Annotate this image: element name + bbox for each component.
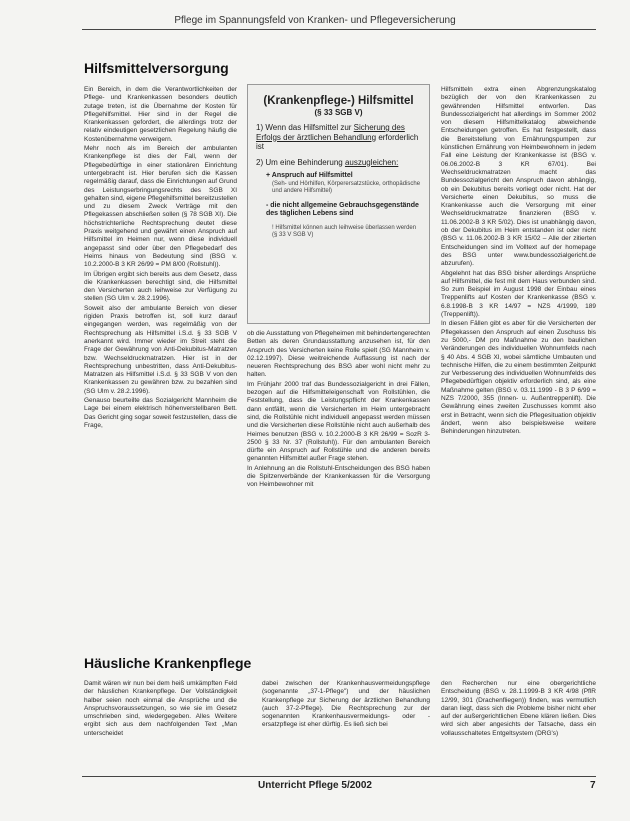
box-item-1	[256, 123, 421, 152]
paragraph: ob die Ausstattung von Pflegeheimen mit behindertengerechten Betten als deren Grundausstattung anzusehen ist, für den Anspruch des Versicherten keine Rolle spielt (SG Mannheim v. 02.12.1997). Diese weitreichende Auffassung ist nach der neueren Rechtsprechung des BSG aber wohl nicht mehr zu halten.	[247, 330, 430, 379]
text-column-1-bottom: Damit wären wir nun bei dem heiß umkämpften Feld der häuslichen Krankenpflege. Der Vollständigkeit halber seien noch einmal die Ansprüche und die Anspruchsvoraussetzungen, so wie sie im Gesetz umschrieben sind, wiedergegeben. Alles Weitere ergibt sich aus dem nachfolgenden Text „Man unterscheidet	[84, 680, 237, 737]
box-item-1-suffix: erforderlich ist	[256, 132, 419, 151]
running-header: Pflege im Spannungsfeld von Kranken- und Pflegeversicherung	[174, 15, 456, 26]
paragraph: Abgelehnt hat das BSG bisher allerdings Ansprüche auf Hilfsmittel, die fest mit dem Haus verbunden sind. So zum Beispiel im August 1998 der Einbau eines Treppenlifts auf Kosten der Krankenkasse (BSG v. 6.8.1998-B 3 KR 14/97 = NZS 4/1999, 189 (Treppenlift)).	[441, 269, 596, 319]
paragraph: Mehr noch als im Bereich der ambulanten Krankenpflege ist dies der Fall, wenn der Pflegebedürftige in einer stationären Einrichtung untergebracht ist. Hier berufen sich die Kassen regelmäßig darauf, dass die Einrichtungen auf Grund des Leistungserbringungsrechts des SGB XI gehalten sind, eigene Pflegehilfsmittel bereitzustellen und zu diesem Zweck Verträge mit den Pflegekassen abschließen sollen (§ 78 SGB XI). Die höchstrichterliche Rechtsprechung deutet diese Praxis weitgehend und gewährt einen Anspruch auf Hilfsmittel im Heimen nur, wenn diese individuell angepasst sind oder über den Pflegebedarf des Heims hinaus von Bedeutung sind (BSG v. 10.2.2000-B 3 KR 26/99 = PM 8/00 (Rollstuhl)).	[84, 145, 237, 269]
box-item-1-prefix: 1) Wenn das Hilfsmittel zur	[256, 123, 352, 132]
box-plus-heading: + Anspruch auf Hilfsmittel	[266, 172, 353, 179]
paragraph: Im Übrigen ergibt sich bereits aus dem Gesetz, dass die Krankenkassen berechtigt sind, die Hilfsmittel den Versicherten auch leihweise zur Verfügung zu stellen (SG Ulm v. 28.2.1996).	[84, 270, 237, 303]
section-title-hilfsmittel: Hilfsmittelversorgung	[84, 60, 229, 76]
text-column-1	[84, 86, 237, 641]
box-note: ! Hilfsmittel können auch leihweise überlassen werden (§ 33 V SGB V)	[272, 224, 417, 238]
box-title: (Krankenpflege-) Hilfsmittel	[263, 95, 414, 107]
box-item-2-underlined: auszugleichen:	[344, 157, 399, 167]
paragraph: Im Frühjahr 2000 traf das Bundessozialgericht in drei Fällen, bezogen auf die Hilfsmitteleigenschaft von Rollstühlen, die Feststellung, dass die Leistungspflicht der Krankenkassen dann entfällt, wenn die Versicherten im Heim untergebracht sind, die Rollstühle nicht individuell angepasst werden müssen und die Versicherten diese Rollstühle nicht auch außerhalb des Heimes benutzen (BSG v. 10.2.2000-B 3 KR 26/99 = SozR 3-2500 § 33 Nr. 37 (Rollstuhl)). Für den ambulanten Bereich dürfte ein Anspruch auf Rollstühle und die anderen bereits genannten Hilfsmittel außer Frage stehen.	[247, 380, 430, 463]
paragraph: Soweit also der ambulante Bereich von dieser rigiden Praxis betroffen ist, soll kurz darauf eingegangen werden, was regelmäßig von der Rechtsprechung als Hilfsmittel i.S.d. § 33 SGB V anerkannt wird. Immer wieder im Streit steht die Frage der Gewährung von Anti-Dekubitus-Matratzen bzw. Wechseldruckmatratzen. Hier ist in der Rechtsprechung unbestritten, dass Anti-Dekubitus-Matratzen als Hilfsmittel i.S.d. § 33 SGB V von den Krankenkassen zu gewähren bzw. zu bezahlen sind (SG Ulm v. 28.2.1996).	[84, 304, 237, 395]
text-column-2-bottom: dabei zwischen der Krankenhausvermeidungspflege (sogenannte „37-1-Pflege") und der häuslichen Krankenpflege zur Sicherung der ärztlichen Behandlung (auch 37-2-Pflege). Die Rechtsprechung zur der sogenannten Krankenhausvermeidungs- oder -ersatzpflege ist eher dürftig. Es ließ sich bei	[262, 680, 430, 729]
paragraph: Hilfsmitteln extra einen Abgrenzungskatalog bezüglich der von den Krankenkassen zu gewährenden Hilfsmittel entworfen. Das Bundessozialgericht hat allerdings im Sommer 2002 von diesem Hilfsmittelkatalog abweichende Entscheidungen getroffen. Es hat festgestellt, dass die Bereitstellung von Ernährungspumpen zur künstlichen Ernährung von Heimbewohnern in jedem Fall eine Leistung der Krankenkasse ist (BSG v. 06.06.2002-B 3 KR 67/01). Bei Wechseldruckmatratzen macht das Bundessozialgericht den Anspruch davon abhängig, ob ein Dekubitus bereits vorliegt oder nicht. Hat der Versicherte einen Dekubitus, so muss die Krankenkasse auch die Versorgung mit einer Wechseldruckmatratze finanzieren (BSG v. 11.06.2002-B 3 KR 5/02). Dies ist unabhängig davon, ob der Dekubitus im Heim entstanden ist oder nicht (BSG v. 11.06.2002-B 3 KR 15/02 – Alle der zitierten Entscheidungen sind im Volltext auf der homepage des BSG unter www.bundessozialgericht.de abzurufen).	[441, 86, 596, 268]
text-column-3	[441, 86, 596, 641]
paragraph: Genauso beurteilte das Sozialgericht Mannheim die Lage bei einem elektrisch höhenverstellbaren Bett. Das Gericht ging sogar soweit festzustellen, dass die Frage,	[84, 396, 237, 429]
text-column-2	[247, 330, 430, 641]
paragraph: In Anlehnung an die Rollstuhl-Entscheidungen des BSG haben die Spitzenverbände der Krankenkassen für die Versorgung von Heimbewohner mit	[247, 464, 430, 489]
page-number: 7	[590, 780, 596, 791]
box-item-2-prefix: 2) Um eine Behinderung	[256, 157, 343, 167]
box-minus-heading: - die nicht allgemeine Gebrauchsgegenstände des täglichen Lebens sind	[266, 201, 419, 217]
box-plus-text: (Seh- und Hörhilfen, Körperersatzstücke, orthopädische und andere Hilfsmittel)	[272, 180, 421, 194]
header-rule	[82, 29, 596, 30]
paragraph: In diesen Fällen gibt es aber für die Versicherten der Pflegekassen den Anspruch auf einen Zuschuss bis zu 5000,- DM pro Maßnahme zu den baulichen Veränderungen des individuellen Wohnumfelds nach § 40 Abs. 4 SGB XI, wobei sämtliche Umbauten und technische Hilfen, die zu einem bestimmten Zeitpunkt zur Verbesserung des individuellen Wohnumfelds des Pflegebedürftigen objektiv erforderlich sind, als eine Maßnahme gelten (BSG v. 03.11.1999 - B 3 P 6/99 = NZS 7/2000, 355 (Innen- u. Außentreppenlift). Die Gewährung eines zweiten Zuschusses kommt also erst in Betracht, wenn sich die Pflegesituation objektiv ändert, wenn also beispielsweise weitere Behinderungen hinzutreten.	[441, 320, 596, 436]
box-item-1-underlined: Sicherung des Erfolgs der ärztlichen Behandlung	[256, 123, 405, 142]
info-box-hilfsmittel	[247, 84, 430, 324]
box-item-2	[256, 158, 421, 240]
box-subtitle: (§ 33 SGB V)	[314, 108, 363, 117]
footer-journal: Unterricht Pflege 5/2002	[258, 780, 372, 791]
text-column-3-bottom: den Recherchen nur eine obergerichtliche Entscheidung (BSG v. 28.1.1999-B 3 KR 4/98 (PflR 12/99, 301 (Drachenfliegen)) finden, was vermutlich daran liegt, dass sich die Probleme bisher nicht eher auf der außergerichtlichen Ebene klären ließen. Dies wird sich aber angesichts der Tatsache, dass ein vollausschaltetes Entgeltsystem (DRG's)	[441, 680, 596, 737]
box-list	[256, 123, 421, 240]
paragraph: Ein Bereich, in dem die Verantwortlichkeiten der Pflege- und Krankenkassen besonders deutlich zutage treten, ist die Übernahme der Kosten für Pflegehilfsmittel. Hier sind in der Regel die Krankenkassen gefordert, die allerdings trotz der relativ eindeutigen gesetzlichen Regelung häufig die Kostenübernahme verweigern.	[84, 86, 237, 143]
footer-rule	[82, 776, 596, 777]
section-title-krankenpflege: Häusliche Krankenpflege	[84, 655, 252, 671]
